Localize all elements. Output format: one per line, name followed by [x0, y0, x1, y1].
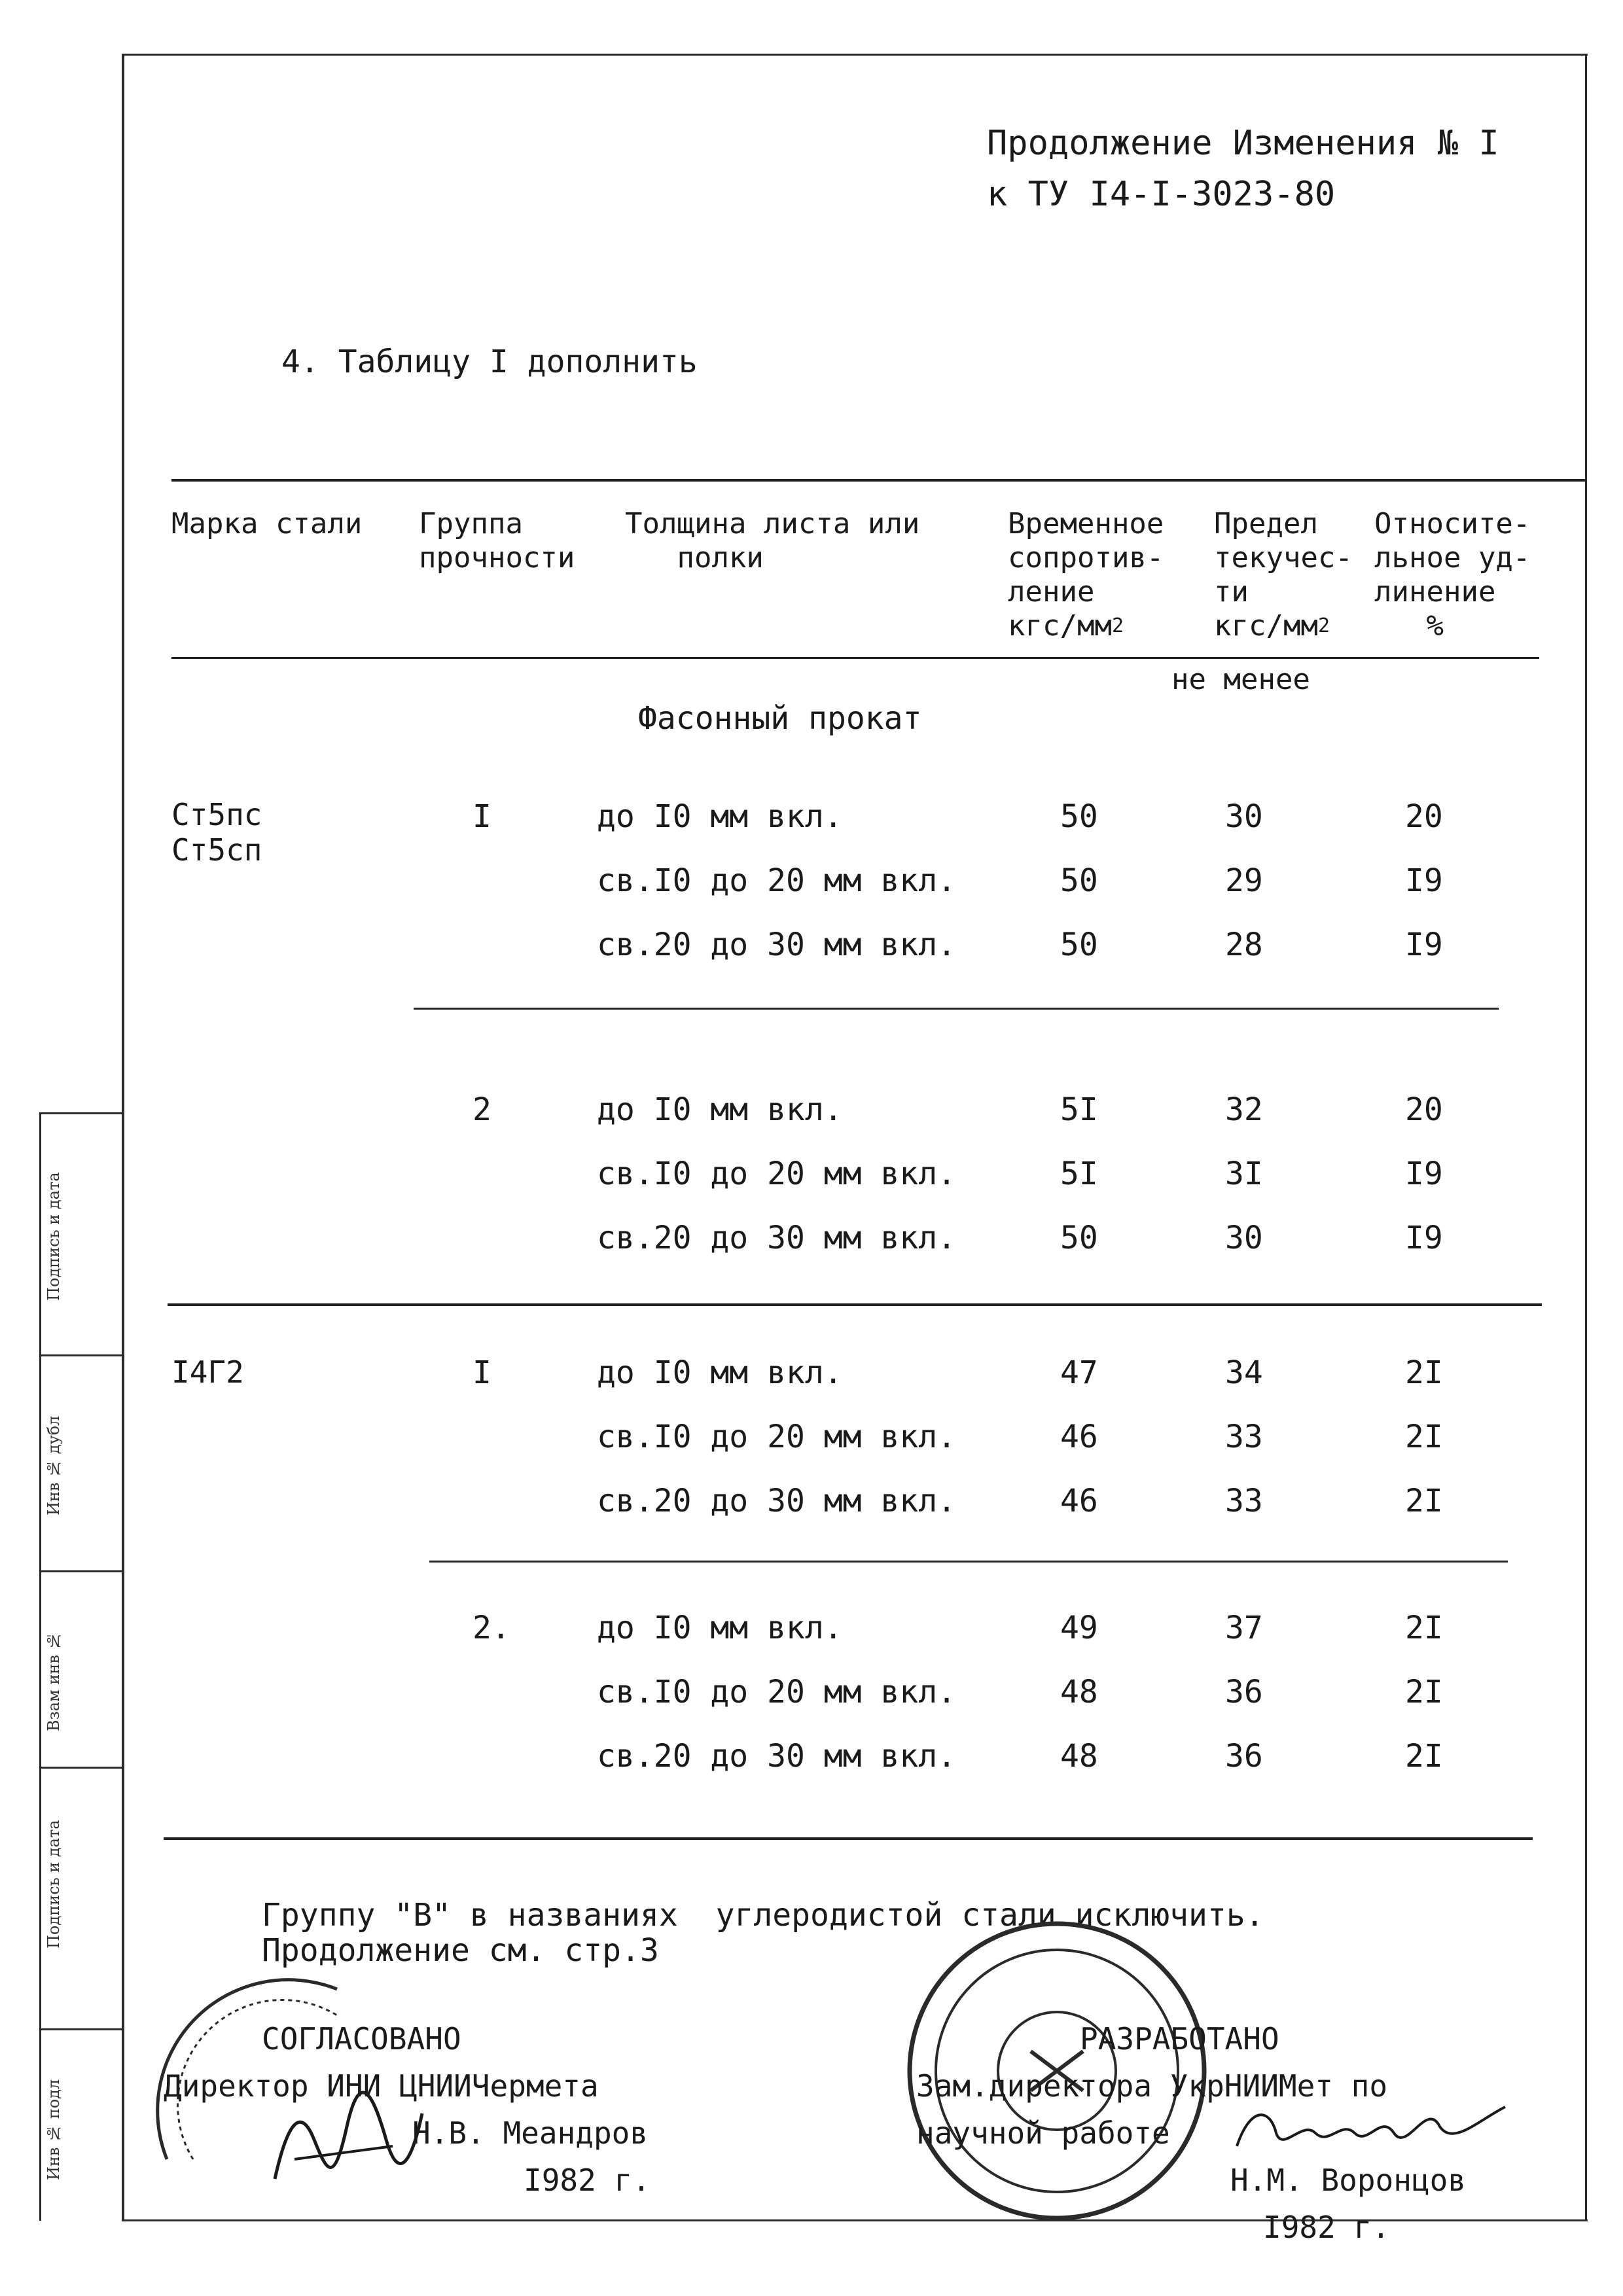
row-yield: 3I [1225, 1156, 1263, 1192]
row-thickness: до I0 мм вкл. [597, 1091, 843, 1128]
row-elongation: 2I [1405, 1419, 1443, 1455]
instruction-text: 4. Таблицу I дополнить [281, 344, 698, 380]
row-yield: 37 [1225, 1610, 1263, 1646]
group-separator [414, 1008, 1499, 1010]
row-elongation: 2I [1405, 1354, 1443, 1391]
row-yield: 34 [1225, 1354, 1263, 1391]
col-header-group: Группа прочности [419, 507, 575, 574]
row-thickness: св.20 до 30 мм вкл. [597, 927, 957, 963]
row-thickness: св.20 до 30 мм вкл. [597, 1220, 957, 1256]
row-elongation: I9 [1405, 862, 1443, 899]
page-frame-right [1585, 54, 1587, 2221]
row-tensile: 50 [1060, 862, 1098, 899]
developed-year: I982 г. [1263, 2210, 1390, 2245]
margin-stamp-column [39, 1112, 124, 2221]
margin-label-orig-inv: Инв № подл [45, 2079, 63, 2181]
row-yield: 30 [1225, 1220, 1263, 1256]
col-header-elongation: Относите- льное уд- линение % [1374, 507, 1531, 643]
row-yield: 36 [1225, 1738, 1263, 1775]
document-header [987, 118, 1499, 220]
row-thickness: до I0 мм вкл. [597, 1610, 843, 1646]
developed-name: Н.М. Воронцов [1230, 2163, 1467, 2198]
group-label: I [473, 798, 491, 835]
row-tensile: 50 [1060, 927, 1098, 963]
row-elongation: 2I [1405, 1483, 1443, 1519]
row-elongation: I9 [1405, 1220, 1443, 1256]
col-header-grade: Марка стали [171, 507, 363, 540]
row-elongation: 2I [1405, 1674, 1443, 1710]
table-header-rule [171, 657, 1539, 659]
row-yield: 28 [1225, 927, 1263, 963]
approved-year: I982 г. [524, 2163, 651, 2198]
margin-label-signature-date: Подпись и дата [45, 1172, 63, 1301]
grade-14g2: I4Г2 [171, 1354, 244, 1390]
row-thickness: до I0 мм вкл. [597, 798, 843, 835]
subheader-not-less: не менее [1171, 663, 1310, 696]
developed-role: Зам.директора УкрНИИМет по [916, 2068, 1388, 2104]
margin-label-replace-inv: Взам инв № [45, 1631, 63, 1732]
row-tensile: 47 [1060, 1354, 1098, 1391]
footer-note-line-1: Группу "В" в названиях углеродистой стали исключить. [262, 1897, 1264, 1934]
margin-label-dup-inv: Инв № дубл [45, 1415, 63, 1516]
row-elongation: 20 [1405, 1091, 1443, 1128]
row-elongation: 2I [1405, 1738, 1443, 1775]
grade-separator [168, 1303, 1542, 1306]
row-tensile: 49 [1060, 1610, 1098, 1646]
row-yield: 32 [1225, 1091, 1263, 1128]
col-header-yield: Предел текучес- ти кгс/$мм^2$ [1214, 507, 1353, 643]
table-bottom-rule [164, 1837, 1533, 1840]
group-label: 2 [473, 1091, 491, 1128]
row-yield: 36 [1225, 1674, 1263, 1710]
section-title: Фасонный прокат [638, 700, 922, 737]
footer-note-line-2: Продолжение см. стр.3 [262, 1932, 659, 1969]
header-line-2: к ТУ I4-I-3023-80 [987, 175, 1336, 214]
approved-title: СОГЛАСОВАНО [262, 2021, 461, 2057]
row-thickness: до I0 мм вкл. [597, 1354, 843, 1391]
developed-role-2: научной работе [916, 2115, 1170, 2151]
row-tensile: 46 [1060, 1419, 1098, 1455]
margin-label-signature-date-2: Подпись и дата [45, 1820, 63, 1949]
table-top-rule [171, 479, 1585, 482]
col-header-thickness: Толщина листа или полки [625, 507, 920, 574]
row-tensile: 5I [1060, 1091, 1098, 1128]
approved-role: Директор ИНИ ЦНИИЧермета [164, 2068, 599, 2104]
row-yield: 29 [1225, 862, 1263, 899]
row-thickness: св.20 до 30 мм вкл. [597, 1483, 957, 1519]
row-tensile: 50 [1060, 798, 1098, 835]
row-yield: 33 [1225, 1483, 1263, 1519]
row-tensile: 5I [1060, 1156, 1098, 1192]
approved-name: Н.В. Меандров [412, 2115, 649, 2151]
row-thickness: св.I0 до 20 мм вкл. [597, 1419, 957, 1455]
row-elongation: 2I [1405, 1610, 1443, 1646]
row-thickness: св.20 до 30 мм вкл. [597, 1738, 957, 1775]
row-elongation: I9 [1405, 1156, 1443, 1192]
row-yield: 33 [1225, 1419, 1263, 1455]
row-thickness: св.I0 до 20 мм вкл. [597, 1156, 957, 1192]
row-elongation: I9 [1405, 927, 1443, 963]
grade-st5: Ст5пс Ст5сп [171, 797, 262, 868]
group-label: I [473, 1354, 491, 1391]
row-tensile: 46 [1060, 1483, 1098, 1519]
row-thickness: св.I0 до 20 мм вкл. [597, 862, 957, 899]
row-tensile: 48 [1060, 1738, 1098, 1775]
group-label: 2. [473, 1610, 510, 1646]
row-thickness: св.I0 до 20 мм вкл. [597, 1674, 957, 1710]
developed-title: РАЗРАБОТАНО [1080, 2021, 1279, 2057]
developed-signature [1230, 2081, 1544, 2166]
row-elongation: 20 [1405, 798, 1443, 835]
col-header-tensile: Временное сопротив- ление кгс/$мм^2$ [1008, 507, 1164, 643]
approved-signature [262, 2081, 432, 2199]
group-separator [429, 1561, 1508, 1563]
row-yield: 30 [1225, 798, 1263, 835]
header-line-1: Продолжение Изменения № I [987, 124, 1499, 163]
row-tensile: 48 [1060, 1674, 1098, 1710]
row-tensile: 50 [1060, 1220, 1098, 1256]
page-frame-top [122, 54, 1588, 56]
